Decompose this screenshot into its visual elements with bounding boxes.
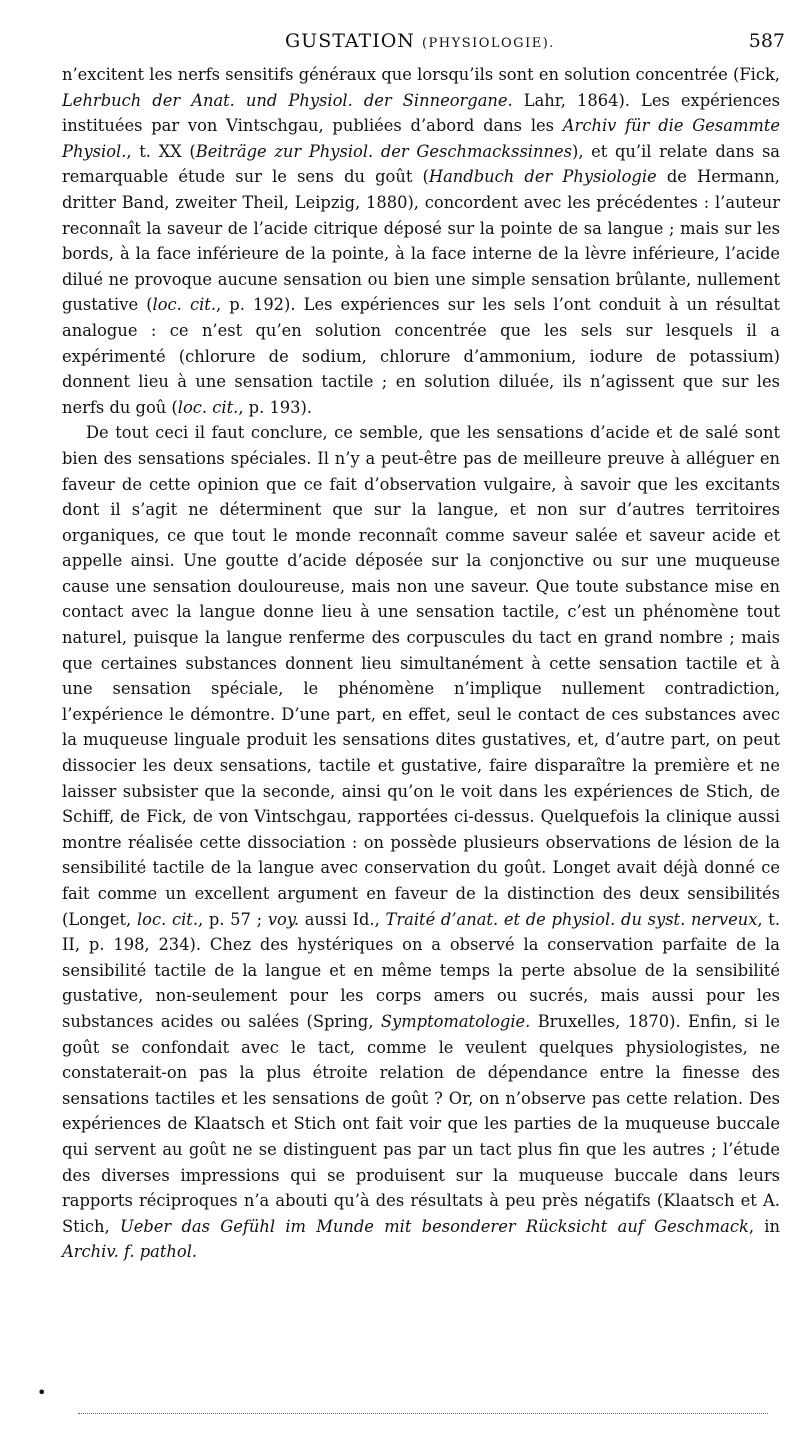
text-run: Bruxelles, 1870). Enfin, si le goût se confondait avec le tact, comme le veulent quelques physiologistes, ne constaterait-on pas la plus étroite relation de dépendance entre la finesse des sensations tactiles et les sensations de goût ? Or, on n’observe pas cette relation. Des expériences de Klaatsch et Stich ont fait voir que les parties de la muqueuse buccale qui servent au goût ne se distinguent pas par un tact plus fin que les autres ; l’étude des diverses impressions qui se produisent sur la muqueuse buccale dans leurs rapports réciproques n’a abouti qu’à des résultats à peu près négatifs (Klaatsch et A. Stich, — [62, 1011, 781, 1236]
text-run: , p. 57 ; — [198, 909, 268, 929]
text-run: De tout ceci il faut conclure, ce semble, que les sensations d’acide et de salé sont bien des sensations spéciales. Il n’y a peut-être pas de meilleure preuve à alléguer en faveur de cette opinion que ce fait d’observation vulgaire, à savoir que les excitants dont il s’agit ne déterminent que sur la langue, et non sur d’autres territoires organiques, ce que tout le monde reconnaît comme saveur salée et saveur acide et appelle ainsi. Une goutte d’acide déposée sur la conjonctive ou sur une muqueuse cause une sensation douloureuse, mais non une saveur. Que toute substance mise en contact avec la langue donne lieu à une sensation tactile, c’est un phénomène tout naturel, puisque la langue renferme des corpuscules du tact en grand nombre ; mais que certaines substances donnent lieu simultanément à cette sensation tactile et à une sensation spéciale, le phénomène n’implique nullement contradiction, l’expérience le démontre. D’une part, en effet, seul le contact de ces substances avec la muqueuse linguale produit les sensations dites gustatives, et, d’autre part, on peut dissocier les deux sensations, tactile et gustative, faire disparaître la première et ne laisser subsister que la seconde, ainsi qu’on le voit dans les expériences de Stich, de Schiff, de Fick, de von Vintschgau, rapportées ci-dessus. Quelquefois la clinique aussi montre réalisée cette dissociation : on possède plusieurs observations de lésion de la sensibilité tactile de la langue avec conservation du goût. Longet avait déjà donné ce fait comme un excellent argument en faveur de la distinction des deux sensibilités (Longet, — [62, 423, 780, 929]
italic-citation: Traité d’anat. et de physiol. du syst. nerveux — [385, 909, 758, 929]
italic-citation: Handbuch der Physiologie — [428, 167, 657, 187]
italic-citation: Archiv für die Gesammte Physiol. — [62, 116, 780, 161]
italic-citation: Archiv. f. pathol. — [62, 1242, 198, 1262]
text-run: , t. XX ( — [126, 141, 196, 161]
text-run: aussi Id., — [299, 909, 386, 929]
running-title-word: GUSTATION — [285, 30, 415, 52]
bottom-dotted-rule — [78, 1413, 768, 1414]
text-run: Lahr, 1864). Les expériences instituées par von Vintschgau, publiées d’abord dans les — [62, 90, 781, 136]
paragraph — [62, 62, 780, 420]
page-number: 587 — [748, 30, 785, 52]
text-run: de Hermann, dritter Band, zweiter Theil, Leipzig, 1880), concordent avec les précédentes : l’auteur reconnaît la saveur de l’acide citrique déposé sur la pointe de sa langue ; mais sur les bords, à la face inférieure de la pointe, à la face interne de la lèvre inférieure, l’acide dilué ne provoque aucune sensation ou bien une simple sensation brûlante, nullement gustative ( — [62, 167, 780, 315]
italic-citation: Lehrbuch der Anat. und Physiol. der Sinneorgane. — [62, 90, 513, 110]
italic-citation: Symptomatologie. — [380, 1011, 531, 1031]
running-title — [285, 30, 555, 52]
text-run: n’excitent les nerfs sensitifs généraux que lorsqu’ils sont en solution concentrée (Fick, — [62, 65, 780, 84]
text-run: , p. 192). Les expériences sur les sels l’ont conduit à un résultat analogue : ce n’est qu’en solution concentrée que les sels sur lesquels il a expérimenté (chlorure de sodium, chlorure d’ammonium, iodure de potassium) donnent lieu à une sensation tactile ; en solution diluée, ils n’agissent que sur les nerfs du goû ( — [62, 295, 781, 417]
stray-print-mark: • — [37, 1383, 47, 1402]
text-run: , in — [748, 1216, 781, 1236]
italic-citation: loc. cit. — [152, 295, 216, 315]
italic-citation: voy. — [267, 909, 300, 929]
paragraph — [62, 420, 780, 1265]
italic-citation: Ueber das Gefühl im Munde mit besonderer Rücksicht auf Geschmack — [119, 1216, 749, 1236]
text-run: , t. II, p. 198, 234). Chez des hystériques on a observé la conservation parfaite de la sensibilité tactile de la langue et en même temps la perte absolue de la sensibilité gustative, non-seulement pour les corps amers ou sucrés, mais aussi pour les substances acides ou salées (Spring, — [62, 909, 780, 1031]
text-run: , p. 193). — [238, 397, 313, 417]
italic-citation: loc. cit. — [177, 397, 239, 417]
running-header — [285, 30, 785, 58]
text-run: ), et qu’il relate dans sa remarquable étude sur le sens du goût ( — [62, 141, 781, 187]
running-title-subtitle: (PHYSIOLOGIE). — [421, 36, 555, 51]
italic-citation: loc. cit. — [136, 909, 198, 929]
body-text — [62, 62, 780, 1265]
italic-citation: Beiträge zur Physiol. der Geschmackssinnes — [195, 141, 572, 161]
